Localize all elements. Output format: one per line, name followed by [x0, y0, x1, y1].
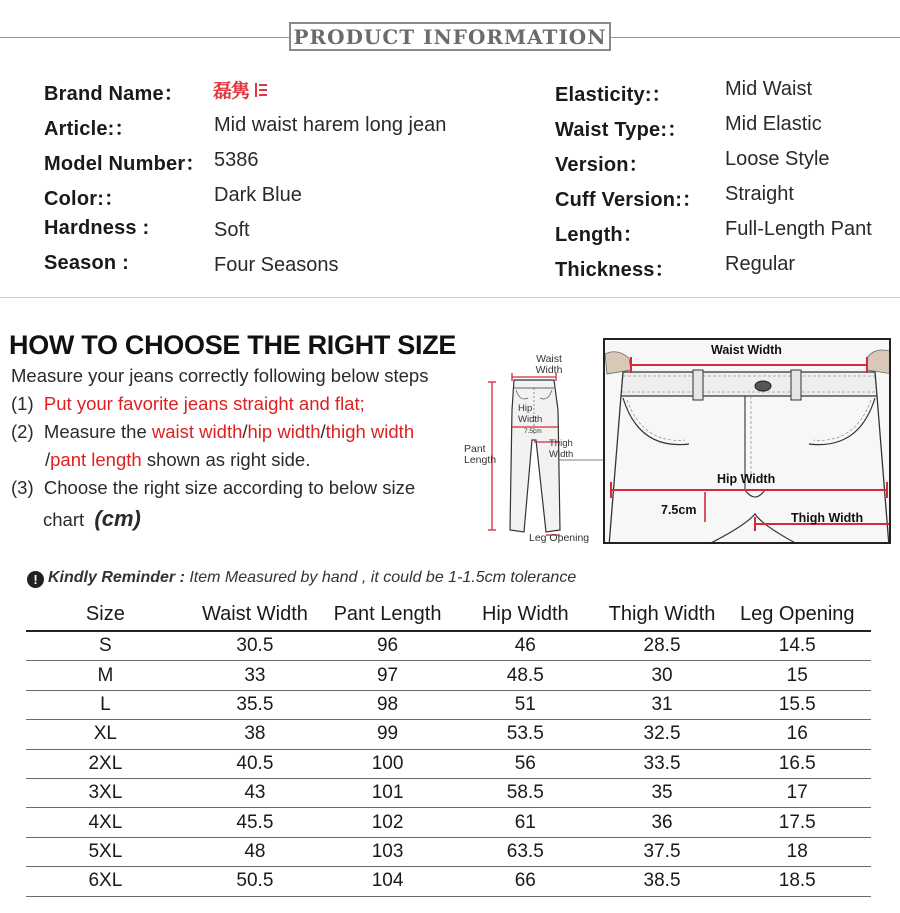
table-row [26, 720, 871, 749]
step-2-slash: / [242, 421, 248, 442]
info-label: Version： [555, 154, 649, 176]
step-2-pant-length: pant length [50, 449, 142, 470]
step-2-thigh-width: thigh width [325, 421, 415, 442]
small-thigh-width-label: Thigh Width [549, 438, 574, 460]
table-cell: S [26, 631, 185, 661]
step-3-line-2 [43, 506, 141, 532]
table-cell: 15 [723, 661, 871, 690]
info-value: Four Seasons [214, 254, 339, 276]
table-cell: 38.5 [601, 867, 724, 896]
table-cell: 48 [185, 837, 325, 866]
info-value: Full-Length Pant [725, 218, 872, 240]
table-row [26, 631, 871, 661]
table-cell: 31 [601, 690, 724, 719]
table-cell: 50.5 [185, 867, 325, 896]
table-cell: 66 [450, 867, 601, 896]
section-divider [0, 297, 900, 298]
info-label: Model Number： [44, 153, 206, 175]
table-row [26, 749, 871, 778]
table-cell: 96 [325, 631, 450, 661]
info-label: Article:： [44, 118, 135, 140]
table-cell: 51 [450, 690, 601, 719]
table-cell: 33.5 [601, 749, 724, 778]
info-value: Dark Blue [214, 184, 302, 206]
table-cell: 101 [325, 778, 450, 807]
table-row [26, 778, 871, 807]
info-label: Length： [555, 224, 644, 246]
table-body [26, 631, 871, 896]
table-cell: 48.5 [450, 661, 601, 690]
table-cell: 2XL [26, 749, 185, 778]
table-cell: 18.5 [723, 867, 871, 896]
info-value: 5386 [214, 149, 259, 171]
zoom-offset-label: 7.5cm [661, 503, 697, 517]
step-1-text: Put your favorite jeans straight and flat; [43, 393, 365, 414]
info-value: Loose Style [725, 148, 830, 170]
table-row [26, 661, 871, 690]
step-2-waist-width: waist width [151, 421, 243, 442]
column-header: Leg Opening [723, 598, 871, 631]
table-cell: 35 [601, 778, 724, 807]
step-2-line-1 [11, 421, 414, 443]
info-value: Mid Elastic [725, 113, 822, 135]
info-label: Cuff Version:： [555, 189, 703, 211]
table-header-row [26, 598, 871, 631]
small-waist-width-label: Waist Width [535, 353, 563, 376]
small-pant-length-label: Pant Length [464, 443, 497, 466]
table-cell: 99 [325, 720, 450, 749]
table-cell: 104 [325, 867, 450, 896]
header-rule-right [611, 37, 900, 38]
column-header: Pant Length [325, 598, 450, 631]
info-value: Soft [214, 219, 250, 241]
table-cell: 46 [450, 631, 601, 661]
table-cell: 30.5 [185, 631, 325, 661]
section-title-product-information: PRODUCT INFORMATION [289, 22, 611, 51]
zoom-waist-width-label: Waist Width [711, 343, 782, 357]
table-cell: XL [26, 720, 185, 749]
table-cell: 102 [325, 808, 450, 837]
step-2-text: Measure the [43, 421, 152, 442]
table-cell: 100 [325, 749, 450, 778]
jeans-measure-diagram [462, 350, 604, 550]
table-cell: 37.5 [601, 837, 724, 866]
info-label: Brand Name： [44, 83, 185, 105]
table-cell: 28.5 [601, 631, 724, 661]
table-cell: 35.5 [185, 690, 325, 719]
table-cell: 17.5 [723, 808, 871, 837]
info-label: Color:： [44, 188, 125, 210]
header-rule-left [0, 37, 289, 38]
step-1 [11, 393, 365, 415]
table-cell: 36 [601, 808, 724, 837]
step-3-chart-word: chart [43, 509, 85, 530]
step-2-hip-width: hip width [247, 421, 321, 442]
table-cell: 3XL [26, 778, 185, 807]
info-label: Season : [44, 252, 129, 274]
size-guide-intro: Measure your jeans correctly following below steps [11, 365, 429, 386]
zoom-thigh-width-label: Thigh Width [791, 511, 864, 525]
step-2-tail: shown as right side. [141, 449, 311, 470]
table-cell: 97 [325, 661, 450, 690]
table-row [26, 690, 871, 719]
size-guide-title: HOW TO CHOOSE THE RIGHT SIZE [9, 330, 457, 360]
table-cell: 58.5 [450, 778, 601, 807]
info-value: Mid Waist [725, 78, 813, 100]
brand-logo [213, 79, 271, 107]
table-cell: 5XL [26, 837, 185, 866]
table-cell: 40.5 [185, 749, 325, 778]
column-header: Size [26, 598, 185, 631]
info-label: Waist Type:： [555, 119, 688, 141]
reminder-text: Item Measured by hand , it could be 1-1.5cm tolerance [184, 569, 577, 586]
table-cell: 43 [185, 778, 325, 807]
table-cell: 38 [185, 720, 325, 749]
table-cell: 30 [601, 661, 724, 690]
step-3-line-1 [11, 477, 415, 499]
step-1-number: (1) [11, 393, 34, 414]
table-cell: L [26, 690, 185, 719]
step-2-number: (2) [11, 421, 34, 442]
column-header: Waist Width [185, 598, 325, 631]
column-header: Hip Width [450, 598, 601, 631]
table-cell: 16 [723, 720, 871, 749]
small-leg-opening-label: Leg Opening [529, 532, 590, 544]
table-cell: 6XL [26, 867, 185, 896]
table-cell: 45.5 [185, 808, 325, 837]
step-3-number: (3) [11, 477, 34, 498]
info-label: Hardness : [44, 217, 150, 239]
table-cell: 98 [325, 690, 450, 719]
size-chart-table [26, 598, 871, 897]
table-cell: 17 [723, 778, 871, 807]
small-hip-width-label: Hip Width [518, 403, 543, 425]
info-value: Straight [725, 183, 794, 205]
table-row [26, 867, 871, 896]
info-label: Elasticity:： [555, 84, 672, 106]
small-offset-label: 7.5cm [524, 428, 542, 435]
reminder-title: Kindly Reminder : [48, 569, 185, 586]
table-cell: 33 [185, 661, 325, 690]
brand-logo-mark [213, 79, 271, 101]
info-label: Thickness： [555, 259, 675, 281]
step-3-unit: (cm) [94, 506, 141, 531]
step-3-text: Choose the right size according to below size [43, 477, 416, 498]
table-cell: 16.5 [723, 749, 871, 778]
svg-text:磊隽: 磊隽 [213, 80, 250, 101]
table-cell: 61 [450, 808, 601, 837]
info-value: Regular [725, 253, 796, 275]
zoom-hip-width-label: Hip Width [717, 472, 776, 486]
jeans-zoom-diagram [603, 338, 891, 544]
table-cell: 32.5 [601, 720, 724, 749]
table-cell: 103 [325, 837, 450, 866]
info-value: Mid waist harem long jean [214, 114, 447, 136]
table-cell: 14.5 [723, 631, 871, 661]
table-cell: M [26, 661, 185, 690]
step-2-slash: / [45, 449, 51, 470]
exclamation-icon: ! [27, 571, 44, 588]
kindly-reminder [27, 569, 576, 588]
table-cell: 18 [723, 837, 871, 866]
table-cell: 4XL [26, 808, 185, 837]
step-2-line-2 [45, 449, 310, 471]
table-cell: 63.5 [450, 837, 601, 866]
table-cell: 56 [450, 749, 601, 778]
table-cell: 15.5 [723, 690, 871, 719]
step-2-slash: / [320, 421, 326, 442]
column-header: Thigh Width [601, 598, 724, 631]
table-row [26, 837, 871, 866]
table-cell: 53.5 [450, 720, 601, 749]
table-row [26, 808, 871, 837]
